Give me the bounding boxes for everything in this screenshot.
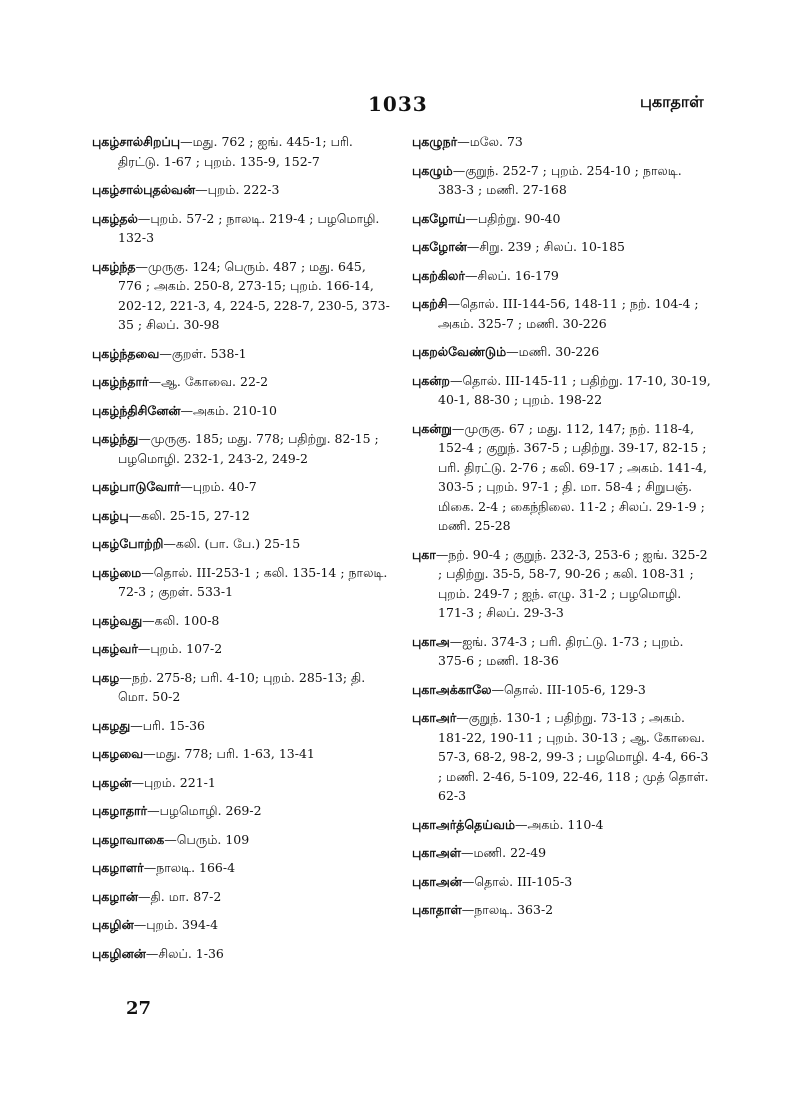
index-entry	[412, 680, 712, 700]
entry-references: —குறுந். 130-1 ; பதிற்று. 73-13 ; அகம். 181-22, 190-11 ; புறம். 30-13 ; ஆ. கோவை. 57-3, 68-2, 98-2, 99-3 ; பழமொழி. 4-4, 66-3 ; மணி. 2-46, 5-109, 22-46, 118 ; முத் தொள். 62-3	[438, 710, 709, 803]
index-entry	[92, 744, 392, 764]
running-head: புகாதாள்	[640, 92, 704, 111]
entry-references: —பதிற்று. 90-40	[465, 210, 561, 226]
entry-references: —கலி. 100-8	[142, 612, 220, 628]
index-column-right	[412, 132, 712, 929]
entry-headword: புகழ்ந்திசினேன்	[92, 402, 181, 418]
entry-references: —புறம். 107-2	[137, 641, 223, 656]
entry-references: —தொல். III-105-6, 129-3	[491, 681, 646, 697]
entry-headword: புகாதாள்	[412, 902, 462, 917]
index-entry	[92, 668, 392, 707]
entry-references: —முருகு. 185; மது. 778; பதிற்று. 82-15 ; பழமொழி. 232-1, 243-2, 249-2	[118, 431, 379, 466]
index-entry	[412, 843, 712, 863]
entry-references: —தொல். III-253-1 ; கலி. 135-14 ; நாலடி. 72-3 ; குறள். 533-1	[118, 564, 388, 599]
index-column-left	[92, 132, 392, 972]
entry-headword: புகா	[412, 546, 436, 562]
index-entry	[412, 294, 712, 333]
entry-headword: புகழாளர்	[92, 860, 144, 875]
entry-headword: புகழோன்	[412, 239, 467, 254]
entry-references: —சிறு. 239 ; சிலப். 10-185	[466, 239, 625, 254]
entry-references: —பழமொழி. 269-2	[147, 803, 262, 818]
index-entry	[412, 708, 712, 806]
entry-headword: புகழ்வர்	[92, 641, 138, 656]
entry-headword: புகழ	[92, 669, 120, 685]
index-entry	[92, 858, 392, 878]
entry-headword: புகாஅர்த்தெய்வம்	[412, 816, 516, 832]
entry-references: —நற். 275-8; பரி. 4-10; புறம். 285-13; தி. மொ. 50-2	[118, 669, 366, 704]
entry-references: —பரி. 15-36	[130, 717, 205, 733]
entry-references: —அகம். 210-10	[180, 402, 277, 418]
index-entry	[92, 887, 392, 907]
entry-references: —சிலப். 16-179	[464, 267, 559, 283]
entry-headword: புகழின்	[92, 917, 134, 932]
entry-headword: புகழ்தல்	[92, 210, 138, 226]
index-entry	[412, 815, 712, 835]
entry-headword: புகற்சி	[412, 296, 448, 311]
index-entry	[92, 401, 392, 421]
index-entry	[92, 639, 392, 659]
entry-headword: புகழோய்	[412, 210, 466, 226]
index-entry	[92, 716, 392, 736]
entry-references: —மலே. 73	[457, 134, 523, 149]
index-entry	[92, 372, 392, 392]
index-entry	[92, 801, 392, 821]
entry-headword: புகழ்ந்தார்	[92, 374, 149, 389]
entry-references: —முருகு. 67 ; மது. 112, 147; நற். 118-4, 152-4 ; குறுந். 367-5 ; பதிற்று. 39-17, 82-15 ; பரி. திரட்டு. 2-76 ; கலி. 69-17 ; அகம். 141-4, 303-5 ; புறம். 97-1 ; தி. மா. 58-4 ; சிறுபஞ். மிகை. 2-4 ; கைந்நிலை. 11-2 ; சிலப். 29-1-9 ; மணி. 25-28	[438, 420, 708, 533]
entry-references: —நாலடி. 363-2	[461, 902, 554, 917]
index-entry	[92, 429, 392, 468]
entry-references: —குறள். 538-1	[159, 345, 247, 361]
entry-references: —குறுந். 252-7 ; புறம். 254-10 ; நாலடி. 383-3 ; மணி. 27-168	[438, 162, 682, 197]
index-entry	[412, 161, 712, 200]
entry-headword: புகழ்பு	[92, 507, 129, 523]
entry-references: —புறம். 394-4	[133, 917, 219, 932]
entry-headword: புகழ்போற்றி	[92, 536, 164, 551]
entry-references: —புறம். 222-3	[195, 182, 280, 197]
entry-headword: புகழினன்	[92, 945, 146, 961]
index-entry	[412, 545, 712, 623]
entry-headword: புகாஅக்காலே	[412, 681, 492, 697]
page-number: 1033	[368, 92, 428, 116]
entry-references: —தொல். III-105-3	[461, 873, 573, 889]
entry-headword: புகறல்வேண்டும்	[412, 344, 507, 359]
entry-references: —கலி. 25-15, 27-12	[128, 507, 250, 523]
entry-references: —மது. 762 ; ஐங். 445-1; பரி. திரட்டு. 1-67 ; புறம். 135-9, 152-7	[118, 134, 353, 169]
index-entry	[412, 342, 712, 362]
entry-references: —ஐங். 374-3 ; பரி. திரட்டு. 1-73 ; புறம். 375-6 ; மணி. 18-36	[438, 633, 684, 668]
entry-headword: புகழுநர்	[412, 134, 458, 149]
entry-headword: புகழான்	[92, 888, 139, 904]
entry-references: —அகம். 110-4	[515, 816, 604, 832]
entry-headword: புகழ்ந்தவை	[92, 345, 160, 361]
entry-headword: புகழாதார்	[92, 803, 148, 818]
index-entry	[412, 419, 712, 536]
entry-headword: புகழ்மை	[92, 564, 142, 580]
entry-headword: புகழும்	[412, 162, 453, 178]
index-entry	[92, 180, 392, 200]
entry-headword: புகழ்ந்து	[92, 431, 139, 446]
entry-headword: புகழாவாகை	[92, 831, 165, 847]
entry-headword: புகாஅர்	[412, 710, 457, 725]
entry-headword: புகழ்சால்புதல்வன்	[92, 182, 196, 197]
entry-references: —புறம். 40-7	[180, 479, 257, 494]
entry-references: —கலி. (பா. பே.) 25-15	[163, 536, 301, 551]
index-entry	[92, 611, 392, 631]
entry-headword: புகாஅ	[412, 633, 450, 649]
index-entry	[92, 209, 392, 248]
index-entry	[92, 915, 392, 935]
index-entry	[92, 563, 392, 602]
index-entry	[92, 534, 392, 554]
entry-references: —சிலப். 1-36	[145, 945, 224, 961]
index-entry	[412, 900, 712, 920]
index-entry	[412, 266, 712, 286]
entry-headword: புகன்று	[412, 420, 452, 436]
index-entry	[92, 344, 392, 364]
index-entry	[412, 632, 712, 671]
entry-references: —பெரும். 109	[164, 831, 250, 847]
index-entry	[412, 872, 712, 892]
index-entry	[92, 830, 392, 850]
entry-references: —புறம். 221-1	[131, 774, 216, 790]
entry-references: —தி. மா. 87-2	[138, 888, 222, 904]
entry-headword: புகழது	[92, 717, 131, 733]
entry-references: —மணி. 30-226	[506, 344, 600, 359]
index-entry	[92, 477, 392, 497]
entry-references: —முருகு. 124; பெரும். 487 ; மது. 645, 776 ; அகம். 250-8, 273-15; புறம். 166-14, 202-12, 221-3, 4, 224-5, 228-7, 230-5, 373-35 ; சிலப். 30-98	[118, 258, 390, 332]
entry-headword: புகழ்சால்சிறப்பு	[92, 134, 181, 149]
index-entry	[92, 132, 392, 171]
entry-headword: புகழன்	[92, 774, 132, 790]
entry-references: —மது. 778; பரி. 1-63, 13-41	[143, 746, 315, 761]
index-entry	[92, 257, 392, 335]
entry-references: —நாலடி. 166-4	[143, 860, 236, 875]
entry-references: —தொல். III-145-11 ; பதிற்று. 17-10, 30-19, 40-1, 88-30 ; புறம். 198-22	[438, 372, 711, 407]
entry-headword: புகழ்ந்த	[92, 258, 136, 274]
index-entry	[92, 773, 392, 793]
entry-references: —மணி. 22-49	[461, 845, 547, 860]
entry-headword: புகழ்வது	[92, 612, 143, 628]
entry-headword: புகழ்பாடுவோர்	[92, 479, 181, 494]
index-entry	[412, 237, 712, 257]
index-entry	[412, 371, 712, 410]
index-entry	[92, 944, 392, 964]
entry-headword: புகன்ற	[412, 372, 450, 388]
index-entry	[92, 506, 392, 526]
entry-headword: புகாஅன்	[412, 873, 462, 889]
entry-references: —ஆ. கோவை. 22-2	[148, 374, 269, 389]
entry-references: —நற். 90-4 ; குறுந். 232-3, 253-6 ; ஐங். 325-2 ; பதிற்று. 35-5, 58-7, 90-26 ; கலி. 108-31 ; புறம். 249-7 ; ஐந். எழு. 31-2 ; பழமொழி. 171-3 ; சிலப். 29-3-3	[435, 546, 708, 620]
index-entry	[412, 209, 712, 229]
entry-headword: புகற்கிலர்	[412, 267, 465, 283]
entry-headword: புகாஅள்	[412, 845, 461, 860]
entry-headword: புகழவை	[92, 746, 144, 761]
signature-mark: 27	[126, 998, 152, 1019]
index-entry	[412, 132, 712, 152]
entry-references: —தொல். III-144-56, 148-11 ; நற். 104-4 ; அகம். 325-7 ; மணி. 30-226	[438, 296, 699, 331]
entry-references: —புறம். 57-2 ; நாலடி. 219-4 ; பழமொழி. 132-3	[118, 210, 380, 245]
